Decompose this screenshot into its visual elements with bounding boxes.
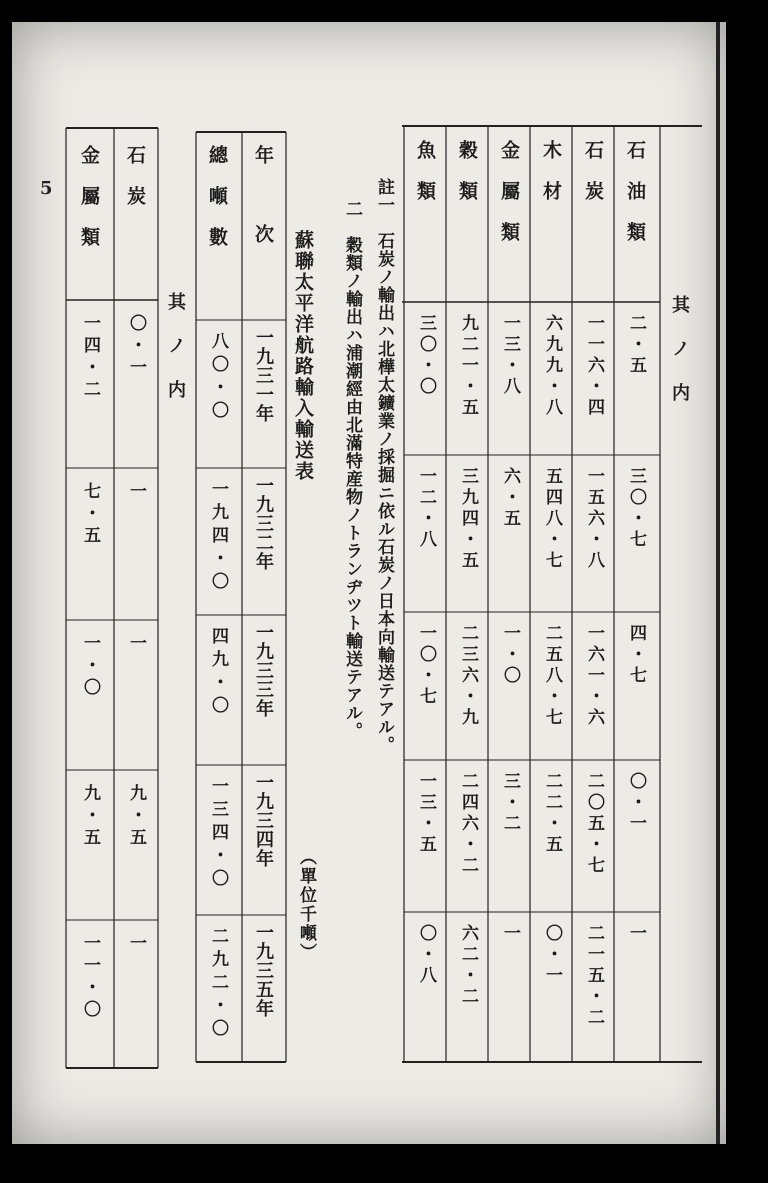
section2-cell: 一・〇: [80, 634, 100, 700]
section1-cell: 四・七: [626, 624, 646, 687]
table2-total: 一九四・〇: [208, 480, 228, 595]
section2-cell: 一: [126, 482, 146, 504]
section1-cell: 三〇・〇: [416, 314, 436, 398]
section1-heading: 其ノ内: [669, 295, 690, 427]
section2-cell: 一四・二: [80, 314, 100, 402]
section1-row-label: 穀類: [456, 140, 478, 222]
section1-cell: 六九九・八: [542, 314, 562, 419]
section2-row-label: 石炭: [124, 145, 146, 227]
section1-cell: 二二・五: [542, 772, 562, 856]
table2-total-label: 總噸數: [206, 145, 228, 268]
section1-cell: 二三六・九: [458, 624, 478, 729]
section1-cell: 三〇・七: [626, 467, 646, 551]
note-2: 二 穀類ノ輸出ハ浦潮經由北滿特産物ノトランヂツト輸送テアル。: [342, 200, 362, 740]
section2-cell: 〇・一: [126, 314, 146, 380]
section1-cell: 〇・一: [626, 772, 646, 835]
table2-year: 一九三二年: [253, 476, 274, 571]
section1-cell: 六・五: [500, 467, 520, 530]
section1-cell: 一〇・七: [416, 624, 436, 708]
section1-row-label: 石油類: [624, 140, 646, 263]
table2-year: 一九三四年: [253, 773, 274, 868]
section1-row-label: 木材: [540, 140, 562, 222]
table2-year: 一九三三年: [253, 623, 274, 718]
table2-total: 八〇・〇: [208, 332, 228, 424]
section1-cell: 〇・八: [416, 924, 436, 987]
section1-cell: 二・五: [626, 314, 646, 377]
section1-cell: 一: [626, 924, 646, 945]
section1-cell: 一五六・八: [584, 467, 604, 572]
page-number: 5: [40, 178, 53, 199]
section1-cell: 三・二: [500, 772, 520, 835]
note-1: 註一 石炭ノ輸出ハ北樺太鑛業ノ採掘ニ依ル石炭ノ日本向輸送テアル。: [374, 178, 394, 754]
table2-header-label: 年次: [252, 145, 274, 303]
section1-cell: 二一五・二: [584, 924, 604, 1029]
section2-cell: 一: [126, 634, 146, 656]
section1-cell: 一・〇: [500, 624, 520, 687]
table2-year: 一九三五年: [253, 923, 274, 1018]
section1-cell: 二〇五・七: [584, 772, 604, 877]
section1-cell: 六二・二: [458, 924, 478, 1008]
table2-year: 一九三一年: [253, 328, 274, 423]
table2-total: 四九・〇: [208, 627, 228, 719]
section1-cell: 〇・一: [542, 924, 562, 987]
section2-heading: 其ノ内: [165, 292, 186, 424]
section2-row-label: 金屬類: [78, 145, 100, 268]
section1-cell: 二四六・二: [458, 772, 478, 877]
table2-title: 蘇聯太平洋航路輸入輸送表: [292, 230, 314, 482]
table2-total: 一三四・〇: [208, 777, 228, 892]
section1-cell: 九二一・五: [458, 314, 478, 419]
section1-row-label: 魚類: [414, 140, 436, 222]
section1-cell: 二五八・七: [542, 624, 562, 729]
section1-row-label: 石炭: [582, 140, 604, 222]
section2-cell: 一: [126, 934, 146, 956]
section1-cell: 一二・八: [416, 467, 436, 551]
section2-cell: 九・五: [80, 784, 100, 850]
section1-cell: 一三・五: [416, 772, 436, 856]
section1-row-label: 金屬類: [498, 140, 520, 263]
table2-unit: （單位千噸）: [296, 848, 316, 962]
section1-cell: 一六一・六: [584, 624, 604, 729]
section1-cell: 五四八・七: [542, 467, 562, 572]
section2-cell: 九・五: [126, 784, 146, 850]
section1-cell: 一: [500, 924, 520, 945]
table2-total: 二九二・〇: [208, 927, 228, 1042]
section1-cell: 一一六・四: [584, 314, 604, 419]
section2-cell: 一一・〇: [80, 934, 100, 1022]
section2-cell: 七・五: [80, 482, 100, 548]
section1-cell: 三九四・五: [458, 467, 478, 572]
section1-cell: 一三・八: [500, 314, 520, 398]
